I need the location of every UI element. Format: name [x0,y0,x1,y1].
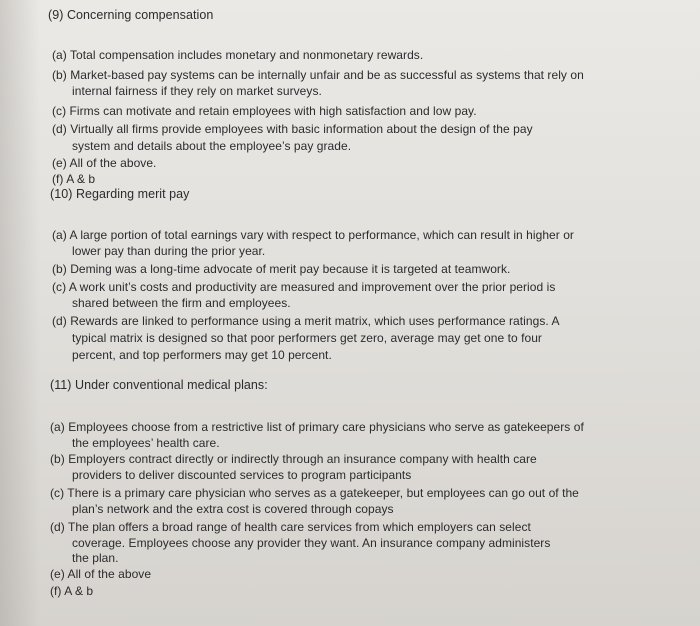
question-9-option-d-cont: system and details about the employee’s pay grade. [72,139,352,153]
question-11-option-e: (e) All of the above [50,567,152,581]
question-9-option-f: (f) A & b [52,172,96,186]
question-10-option-d-cont2: percent, and top performers may get 10 percent. [72,348,332,362]
question-11-option-b-cont: providers to deliver discounted services to program participants [72,468,412,482]
question-9-heading: (9) Concerning compensation [48,8,214,22]
question-10-option-a: (a) A large portion of total earnings vary with respect to performance, which can result in higher or [52,228,574,242]
question-11-option-c: (c) There is a primary care physician who serves as a gatekeeper, but employees can go out of the [50,486,579,500]
question-9-option-b: (b) Market-based pay systems can be internally unfair and be as successful as systems that rely on [52,68,584,82]
question-9-option-a: (a) Total compensation includes monetary and nonmonetary rewards. [52,48,424,62]
question-10-option-c: (c) A work unit’s costs and productivity are measured and improvement over the prior period is [52,280,556,294]
question-11-option-a-cont: the employees’ health care. [72,436,220,450]
page-shadow [0,0,40,626]
question-11-option-f: (f) A & b [50,584,94,598]
question-10-option-c-cont: shared between the firm and employees. [72,296,291,310]
question-9-option-e: (e) All of the above. [52,156,157,170]
question-11-option-b: (b) Employers contract directly or indirectly through an insurance company with health care [50,452,537,466]
question-10-option-b: (b) Deming was a long-time advocate of merit pay because it is targeted at teamwork. [52,262,511,276]
question-11-option-d: (d) The plan offers a broad range of health care services from which employers can select [50,520,531,534]
question-11-option-d-cont: coverage. Employees choose any provider they want. An insurance company administers [72,536,551,550]
question-9-option-b-cont: internal fairness if they rely on market surveys. [72,84,322,98]
question-11-option-c-cont: plan’s network and the extra cost is covered through copays [72,502,394,516]
question-11-option-a: (a) Employees choose from a restrictive list of primary care physicians who serve as gatekeepers of [50,420,584,434]
question-11-heading: (11) Under conventional medical plans: [50,378,268,392]
question-10-option-a-cont: lower pay than during the prior year. [72,244,266,258]
question-10-option-d-cont: typical matrix is designed so that poor performers get zero, average may get one to four [72,331,542,345]
question-11-option-d-cont2: the plan. [72,551,119,565]
question-10-heading: (10) Regarding merit pay [50,187,190,201]
question-9-option-d: (d) Virtually all firms provide employees with basic information about the design of the pay [52,122,533,136]
question-10-option-d: (d) Rewards are linked to performance using a merit matrix, which uses performance ratings. A [52,314,560,328]
question-9-option-c: (c) Firms can motivate and retain employees with high satisfaction and low pay. [52,104,477,118]
